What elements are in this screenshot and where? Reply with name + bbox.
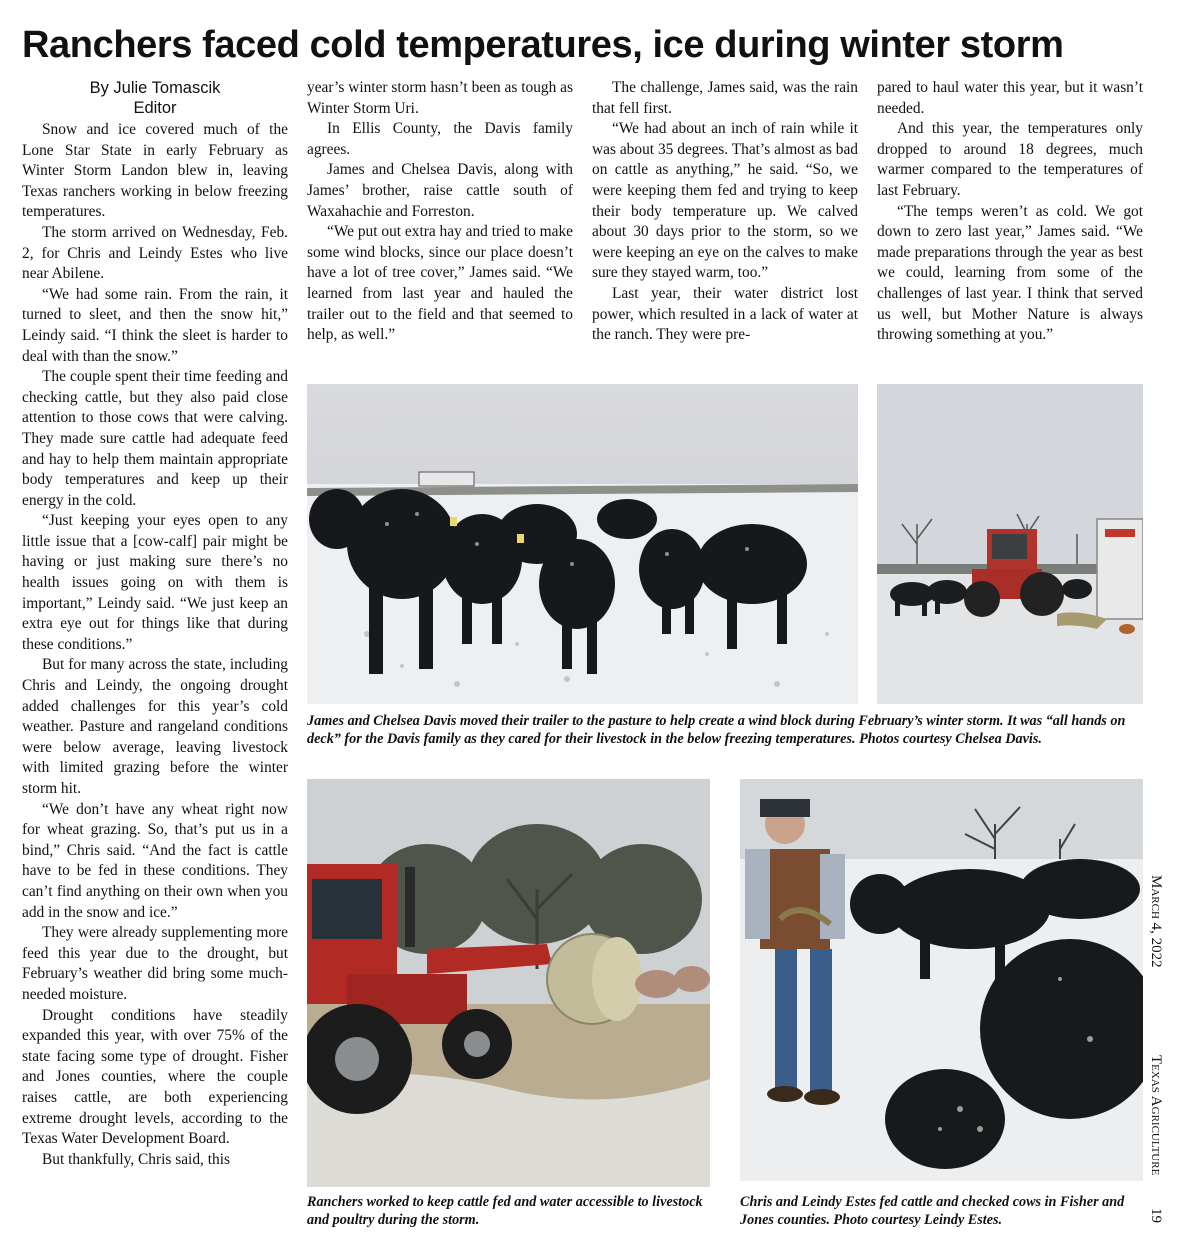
caption-top: James and Chelsea Davis moved their trailer to the pasture to help create a wind block during February’s winter storm. It was “all hands on deck” for the Davis family as they cared for their livestock in the below freezing temperatures. Photos courtesy Chelsea Davis. — [307, 713, 1126, 747]
article-column-2 — [307, 78, 573, 378]
byline — [22, 78, 288, 118]
paragraph: “We don’t have any wheat right now for wheat grazing. So, that’s put us in a bind,” Chris said. “And the fact is cattle have to be fed in these conditions. They can’t find anything on their own when you add in the snow and ice.” — [22, 800, 288, 921]
issue-date: March 4, 2022 — [1148, 875, 1164, 968]
paragraph: The storm arrived on Wednesday, Feb. 2, for Chris and Leindy Estes who live near Abilene. — [22, 223, 288, 283]
paragraph: James and Chelsea Davis, along with James’ brother, raise cattle south of Waxahachie and Forreston. — [307, 161, 573, 220]
paragraph: “We had about an inch of rain while it was about 35 degrees. That’s almost as bad on cattle as anything,” he said. “So, we were keeping them fed and trying to keep their body temperature up. We calved about 30 days prior to the storm, so we were keeping an eye on the calves to make sure they stayed warm, too.” — [592, 120, 858, 282]
paragraph: “Just keeping your eyes open to any little issue that a [cow-calf] pair might be having or just making sure there’s no health issues going on with them is important,” Leindy said. “We just keep an extra eye out for things like that during these conditions.” — [22, 512, 288, 653]
paragraph: pared to haul water this year, but it wasn’t needed. — [877, 79, 1143, 117]
paragraph: The couple spent their time feeding and checking cattle, but they also paid close attention to those cows that were calving. They made sure cattle had adequate feed and hay to help them maintain appropriate body temperatures and keep up their energy in the cold. — [22, 368, 288, 509]
photo-hay-bale-loader — [307, 779, 710, 1187]
paragraph: Snow and ice covered much of the Lone Star State in early February as Winter Storm Landon blew in, leaving Texas ranchers working in below freezing temperatures. — [22, 121, 288, 221]
page-sidebar — [1146, 860, 1168, 1240]
paragraph: year’s winter storm hasn’t been as tough as Winter Storm Uri. — [307, 79, 573, 117]
publication-name: Texas Agriculture — [1148, 1055, 1164, 1176]
article-column-4 — [877, 78, 1143, 378]
article-column-3 — [592, 78, 858, 378]
caption-bottom-right: Chris and Leindy Estes fed cattle and checked cows in Fisher and Jones counties. Photo courtesy Leindy Estes. — [740, 1194, 1125, 1228]
byline-role: Editor — [133, 99, 177, 117]
photo-tractor-trailer — [877, 384, 1143, 704]
paragraph: But thankfully, Chris said, this — [42, 1150, 230, 1168]
byline-author: By Julie Tomascik — [89, 79, 221, 97]
paragraph: But for many across the state, including Chris and Leindy, the ongoing drought added challenges for this year’s cold weather. Pasture and rangeland conditions were below average, leaving livestock with limited grazing before the winter storm hit. — [22, 656, 288, 797]
paragraph: In Ellis County, the Davis family agrees. — [307, 120, 573, 158]
paragraph: “We had some rain. From the rain, it turned to sleet, and then the snow hit,” Leindy said. “I think the sleet is harder to deal with than the snow.” — [22, 285, 288, 365]
headline: Ranchers faced cold temperatures, ice during winter storm — [22, 24, 1064, 66]
paragraph: Drought conditions have steadily expanded this year, with over 75% of the state facing some type of drought. Fisher and Jones counties, where the couple raises cattle, are both experiencing extreme drought levels, according to the Texas Water Development Board. — [22, 1006, 288, 1148]
paragraph: The challenge, James said, was the rain that fell first. — [592, 79, 858, 117]
caption-bottom-left: Ranchers worked to keep cattle fed and water accessible to livestock and poultry during the storm. — [307, 1194, 703, 1228]
paragraph: And this year, the temperatures only dropped to around 18 degrees, much warmer compared to the temperatures of last February. — [877, 120, 1143, 199]
paragraph: “The temps weren’t as cold. We got down to zero last year,” James said. “We made preparations through the year as best we could, learning from some of the challenges of last year. I think that served us well, but Mother Nature is always throwing something at you.” — [877, 202, 1143, 344]
paragraph: They were already supplementing more feed this year due to the drought, but February’s weather did bring some much-needed moisture. — [22, 924, 288, 1003]
photo-cattle-in-snow — [307, 384, 858, 704]
page-number: 19 — [1148, 1208, 1164, 1223]
article-column-1 — [22, 78, 288, 1253]
paragraph: “We put out extra hay and tried to make some wind blocks, since our place doesn’t have a lot of tree cover,” James said. “We learned from last year and hauled the trailer out to the field and that seemed to help, as well.” — [307, 223, 573, 344]
photo-rancher-feeding-cows — [740, 779, 1143, 1181]
paragraph: Last year, their water district lost power, which resulted in a lack of water at the ranch. They were pre- — [592, 284, 858, 344]
